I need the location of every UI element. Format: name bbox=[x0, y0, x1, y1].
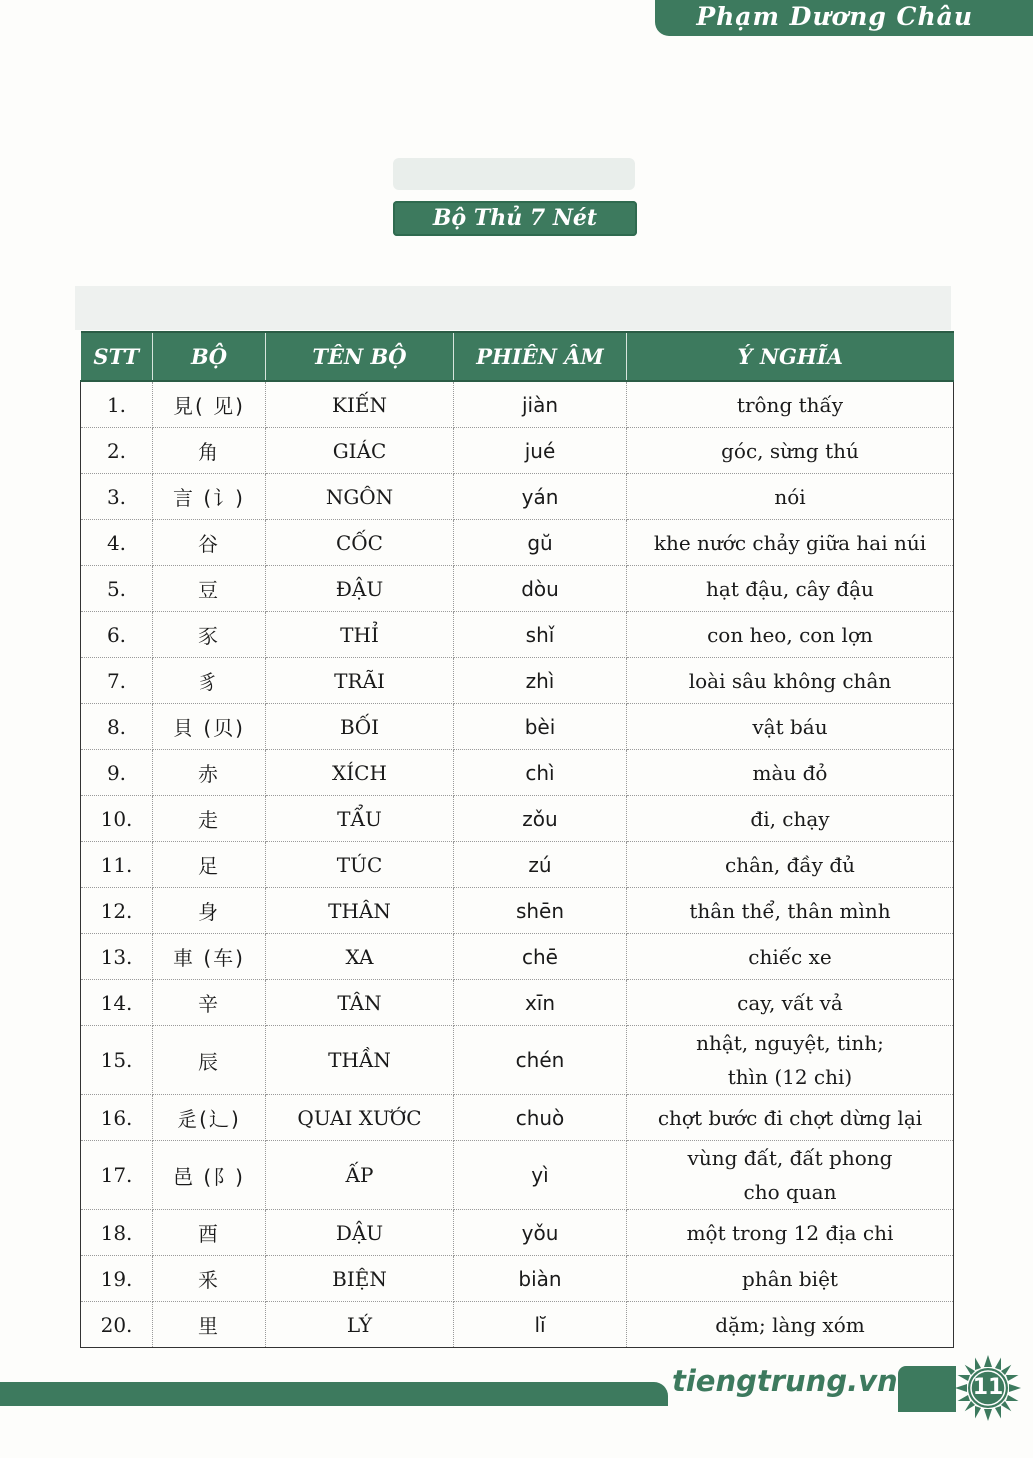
author-name: Phạm Dương Châu bbox=[696, 2, 973, 31]
cell-name: TRÃI bbox=[266, 658, 454, 704]
cell-pinyin: bèi bbox=[454, 704, 627, 750]
cell-stt: 3. bbox=[81, 474, 153, 520]
cell-stt: 5. bbox=[81, 566, 153, 612]
meaning-line: cho quan bbox=[743, 1180, 837, 1204]
cell-radical: 豸 bbox=[153, 658, 266, 704]
author-banner bbox=[655, 0, 1033, 36]
cell-stt: 2. bbox=[81, 428, 153, 474]
table-row bbox=[81, 980, 954, 1026]
cell-pinyin: zú bbox=[454, 842, 627, 888]
table-row bbox=[81, 1026, 954, 1095]
cell-pinyin: chén bbox=[454, 1026, 627, 1095]
cell-meaning: góc, sừng thú bbox=[627, 428, 954, 474]
cell-stt: 8. bbox=[81, 704, 153, 750]
cell-radical: 酉 bbox=[153, 1210, 266, 1256]
cell-radical: 辰 bbox=[153, 1026, 266, 1095]
cell-name: KIẾN bbox=[266, 381, 454, 428]
cell-name: ẤP bbox=[266, 1141, 454, 1210]
cell-pinyin: shǐ bbox=[454, 612, 627, 658]
cell-pinyin: yán bbox=[454, 474, 627, 520]
cell-name: DẬU bbox=[266, 1210, 454, 1256]
cell-meaning: vật báu bbox=[627, 704, 954, 750]
cell-stt: 4. bbox=[81, 520, 153, 566]
meaning-line: nhật, nguyệt, tinh; bbox=[696, 1031, 884, 1055]
table-row bbox=[81, 888, 954, 934]
site-logo: tiengtrung.vn bbox=[672, 1364, 898, 1398]
cell-pinyin: dòu bbox=[454, 566, 627, 612]
table-row bbox=[81, 704, 954, 750]
cell-radical: 辵(辶) bbox=[153, 1095, 266, 1141]
cell-stt: 7. bbox=[81, 658, 153, 704]
table-row bbox=[81, 1095, 954, 1141]
table-row bbox=[81, 1302, 954, 1348]
cell-pinyin: yǒu bbox=[454, 1210, 627, 1256]
cell-meaning: chân, đầy đủ bbox=[627, 842, 954, 888]
table-row bbox=[81, 1210, 954, 1256]
cell-radical: 角 bbox=[153, 428, 266, 474]
cell-meaning: chiếc xe bbox=[627, 934, 954, 980]
cell-pinyin: xīn bbox=[454, 980, 627, 1026]
cell-stt: 9. bbox=[81, 750, 153, 796]
bleed-through-pill bbox=[393, 158, 635, 190]
page-number: 11 bbox=[972, 1375, 1004, 1400]
col-header-name: TÊN BỘ bbox=[266, 332, 454, 381]
cell-pinyin: jiàn bbox=[454, 381, 627, 428]
cell-meaning: trông thấy bbox=[627, 381, 954, 428]
table-row bbox=[81, 520, 954, 566]
cell-name: XA bbox=[266, 934, 454, 980]
cell-name: CỐC bbox=[266, 520, 454, 566]
cell-meaning: chợt bước đi chợt dừng lại bbox=[627, 1095, 954, 1141]
cell-stt: 13. bbox=[81, 934, 153, 980]
cell-name: THẦN bbox=[266, 1026, 454, 1095]
cell-name: XÍCH bbox=[266, 750, 454, 796]
cell-radical: 赤 bbox=[153, 750, 266, 796]
section-title: Bộ Thủ 7 Nét bbox=[393, 201, 637, 236]
cell-radical: 言 (讠) bbox=[153, 474, 266, 520]
radicals-table bbox=[80, 331, 954, 1348]
cell-stt: 20. bbox=[81, 1302, 153, 1348]
table-row bbox=[81, 934, 954, 980]
cell-name: ĐẬU bbox=[266, 566, 454, 612]
cell-meaning: con heo, con lợn bbox=[627, 612, 954, 658]
table-row bbox=[81, 750, 954, 796]
cell-stt: 17. bbox=[81, 1141, 153, 1210]
cell-stt: 10. bbox=[81, 796, 153, 842]
cell-radical: 釆 bbox=[153, 1256, 266, 1302]
table-row bbox=[81, 1256, 954, 1302]
table-row bbox=[81, 612, 954, 658]
cell-pinyin: zhì bbox=[454, 658, 627, 704]
cell-radical: 見( 见) bbox=[153, 381, 266, 428]
table-row bbox=[81, 1141, 954, 1210]
table-row bbox=[81, 796, 954, 842]
table-row bbox=[81, 566, 954, 612]
cell-radical: 里 bbox=[153, 1302, 266, 1348]
meaning-line: thìn (12 chi) bbox=[727, 1065, 853, 1089]
cell-radical: 豆 bbox=[153, 566, 266, 612]
table-row bbox=[81, 428, 954, 474]
col-header-meaning: Ý NGHĨA bbox=[627, 332, 954, 381]
cell-meaning: loài sâu không chân bbox=[627, 658, 954, 704]
table-row bbox=[81, 842, 954, 888]
cell-meaning: khe nước chảy giữa hai núi bbox=[627, 520, 954, 566]
cell-name: GIÁC bbox=[266, 428, 454, 474]
cell-meaning: đi, chạy bbox=[627, 796, 954, 842]
table-header-row bbox=[81, 332, 954, 381]
cell-pinyin: lĭ bbox=[454, 1302, 627, 1348]
cell-meaning: dặm; làng xóm bbox=[627, 1302, 954, 1348]
col-header-stt: STT bbox=[81, 332, 153, 381]
cell-pinyin: gŭ bbox=[454, 520, 627, 566]
cell-stt: 1. bbox=[81, 381, 153, 428]
cell-radical: 貝 (贝) bbox=[153, 704, 266, 750]
cell-name: QUAI XƯỚC bbox=[266, 1095, 454, 1141]
cell-name: TẨU bbox=[266, 796, 454, 842]
cell-pinyin: jué bbox=[454, 428, 627, 474]
cell-stt: 6. bbox=[81, 612, 153, 658]
bleed-through-band bbox=[75, 286, 951, 330]
cell-meaning: hạt đậu, cây đậu bbox=[627, 566, 954, 612]
footer-bar bbox=[0, 1382, 668, 1406]
cell-radical: 足 bbox=[153, 842, 266, 888]
col-header-pinyin: PHIÊN ÂM bbox=[454, 332, 627, 381]
cell-radical: 邑 (阝) bbox=[153, 1141, 266, 1210]
cell-radical: 身 bbox=[153, 888, 266, 934]
cell-stt: 16. bbox=[81, 1095, 153, 1141]
table-row bbox=[81, 381, 954, 428]
cell-meaning: cay, vất vả bbox=[627, 980, 954, 1026]
cell-name: THỈ bbox=[266, 612, 454, 658]
cell-pinyin: shēn bbox=[454, 888, 627, 934]
cell-stt: 19. bbox=[81, 1256, 153, 1302]
cell-stt: 14. bbox=[81, 980, 153, 1026]
cell-radical: 豕 bbox=[153, 612, 266, 658]
cell-stt: 15. bbox=[81, 1026, 153, 1095]
cell-meaning: thân thể, thân mình bbox=[627, 888, 954, 934]
cell-stt: 12. bbox=[81, 888, 153, 934]
table-row bbox=[81, 474, 954, 520]
cell-pinyin: zǒu bbox=[454, 796, 627, 842]
cell-radical: 走 bbox=[153, 796, 266, 842]
cell-stt: 18. bbox=[81, 1210, 153, 1256]
cell-name: TÂN bbox=[266, 980, 454, 1026]
cell-meaning bbox=[627, 1141, 954, 1210]
cell-radical: 辛 bbox=[153, 980, 266, 1026]
cell-name: LÝ bbox=[266, 1302, 454, 1348]
meaning-line: vùng đất, đất phong bbox=[687, 1146, 893, 1170]
cell-name: BIỆN bbox=[266, 1256, 454, 1302]
cell-meaning: nói bbox=[627, 474, 954, 520]
cell-radical: 車 (车) bbox=[153, 934, 266, 980]
col-header-radical: BỘ bbox=[153, 332, 266, 381]
cell-pinyin: biàn bbox=[454, 1256, 627, 1302]
cell-name: TÚC bbox=[266, 842, 454, 888]
cell-name: THÂN bbox=[266, 888, 454, 934]
footer-block bbox=[898, 1366, 956, 1412]
cell-stt: 11. bbox=[81, 842, 153, 888]
cell-pinyin: yì bbox=[454, 1141, 627, 1210]
cell-meaning: một trong 12 địa chi bbox=[627, 1210, 954, 1256]
table-row bbox=[81, 658, 954, 704]
cell-pinyin: chì bbox=[454, 750, 627, 796]
cell-meaning: màu đỏ bbox=[627, 750, 954, 796]
cell-name: NGÔN bbox=[266, 474, 454, 520]
cell-pinyin: chē bbox=[454, 934, 627, 980]
cell-meaning: phân biệt bbox=[627, 1256, 954, 1302]
cell-meaning bbox=[627, 1026, 954, 1095]
cell-pinyin: chuò bbox=[454, 1095, 627, 1141]
cell-name: BỐI bbox=[266, 704, 454, 750]
cell-radical: 谷 bbox=[153, 520, 266, 566]
